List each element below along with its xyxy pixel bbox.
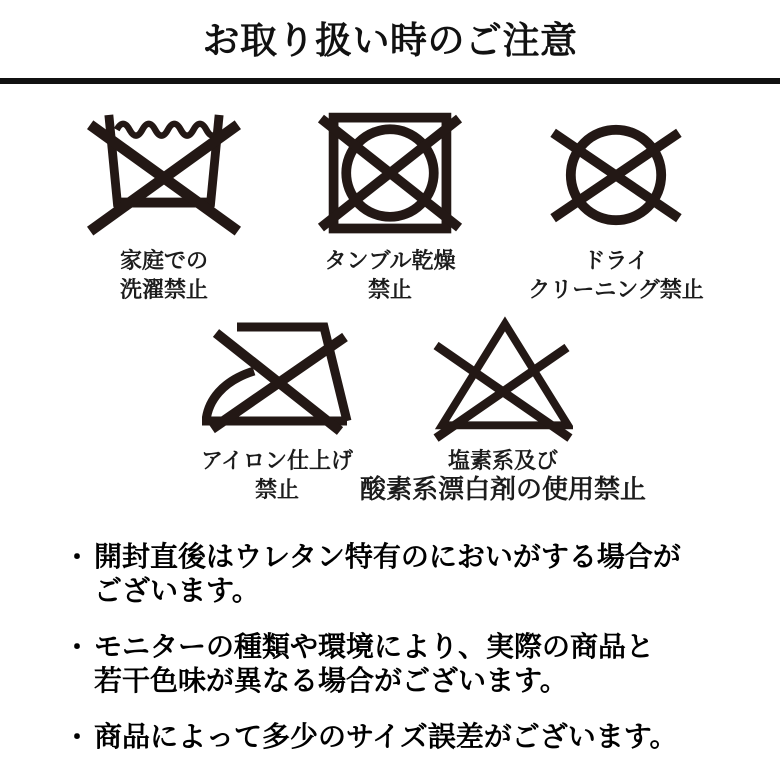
note-text: モニターの種類や環境により、実際の商品と: [94, 631, 655, 662]
note-item: [64, 540, 724, 608]
note-text: 若干色味が異なる場合がございます。: [94, 665, 568, 696]
symbol-label: 洗濯禁止: [119, 277, 208, 302]
care-symbol-no-dry-cleaning: [503, 104, 729, 304]
crossed-washtub-icon: [87, 111, 241, 239]
bullet-dot-icon: ・: [64, 632, 91, 662]
crossed-triangle-icon: [433, 316, 573, 442]
care-symbols-row-1: [0, 104, 780, 304]
symbol-label: 家庭での: [119, 248, 208, 273]
note-item: [64, 720, 724, 754]
care-symbol-no-wash: [51, 104, 277, 304]
note-text: 商品によって多少のサイズ誤差がございます。: [94, 721, 678, 752]
crossed-iron-icon: [202, 317, 352, 441]
symbol-label: アイロン仕上げ: [200, 448, 354, 473]
note-item: [64, 630, 724, 698]
care-symbols-row-2: [0, 312, 780, 504]
care-symbol-no-bleach: [360, 312, 647, 504]
symbol-label: ドライ: [583, 248, 649, 273]
page-title: お取り扱い時のご注意: [202, 20, 578, 61]
symbol-label: タンブル乾燥: [324, 248, 456, 273]
symbol-label: 塩素系及び: [448, 448, 559, 473]
symbol-label: 禁止: [367, 277, 412, 302]
note-text: ございます。: [94, 575, 260, 606]
bullet-dot-icon: ・: [64, 722, 91, 752]
symbol-label: クリーニング禁止: [528, 277, 704, 302]
header: [0, 0, 780, 63]
crossed-circle-icon: [549, 119, 683, 231]
symbol-label: 酸素系漂白剤の使用禁止: [360, 474, 647, 504]
notes-list: [64, 540, 724, 754]
care-symbol-no-tumble-dry: [277, 104, 503, 304]
title-divider-rule: [0, 78, 780, 84]
crossed-tumble-dryer-icon: [317, 104, 463, 246]
bullet-dot-icon: ・: [64, 542, 91, 572]
symbol-label: 禁止: [254, 477, 299, 502]
note-text: 開封直後はウレタン特有のにおいがする場合が: [94, 541, 681, 572]
care-symbol-no-iron: [164, 312, 390, 504]
